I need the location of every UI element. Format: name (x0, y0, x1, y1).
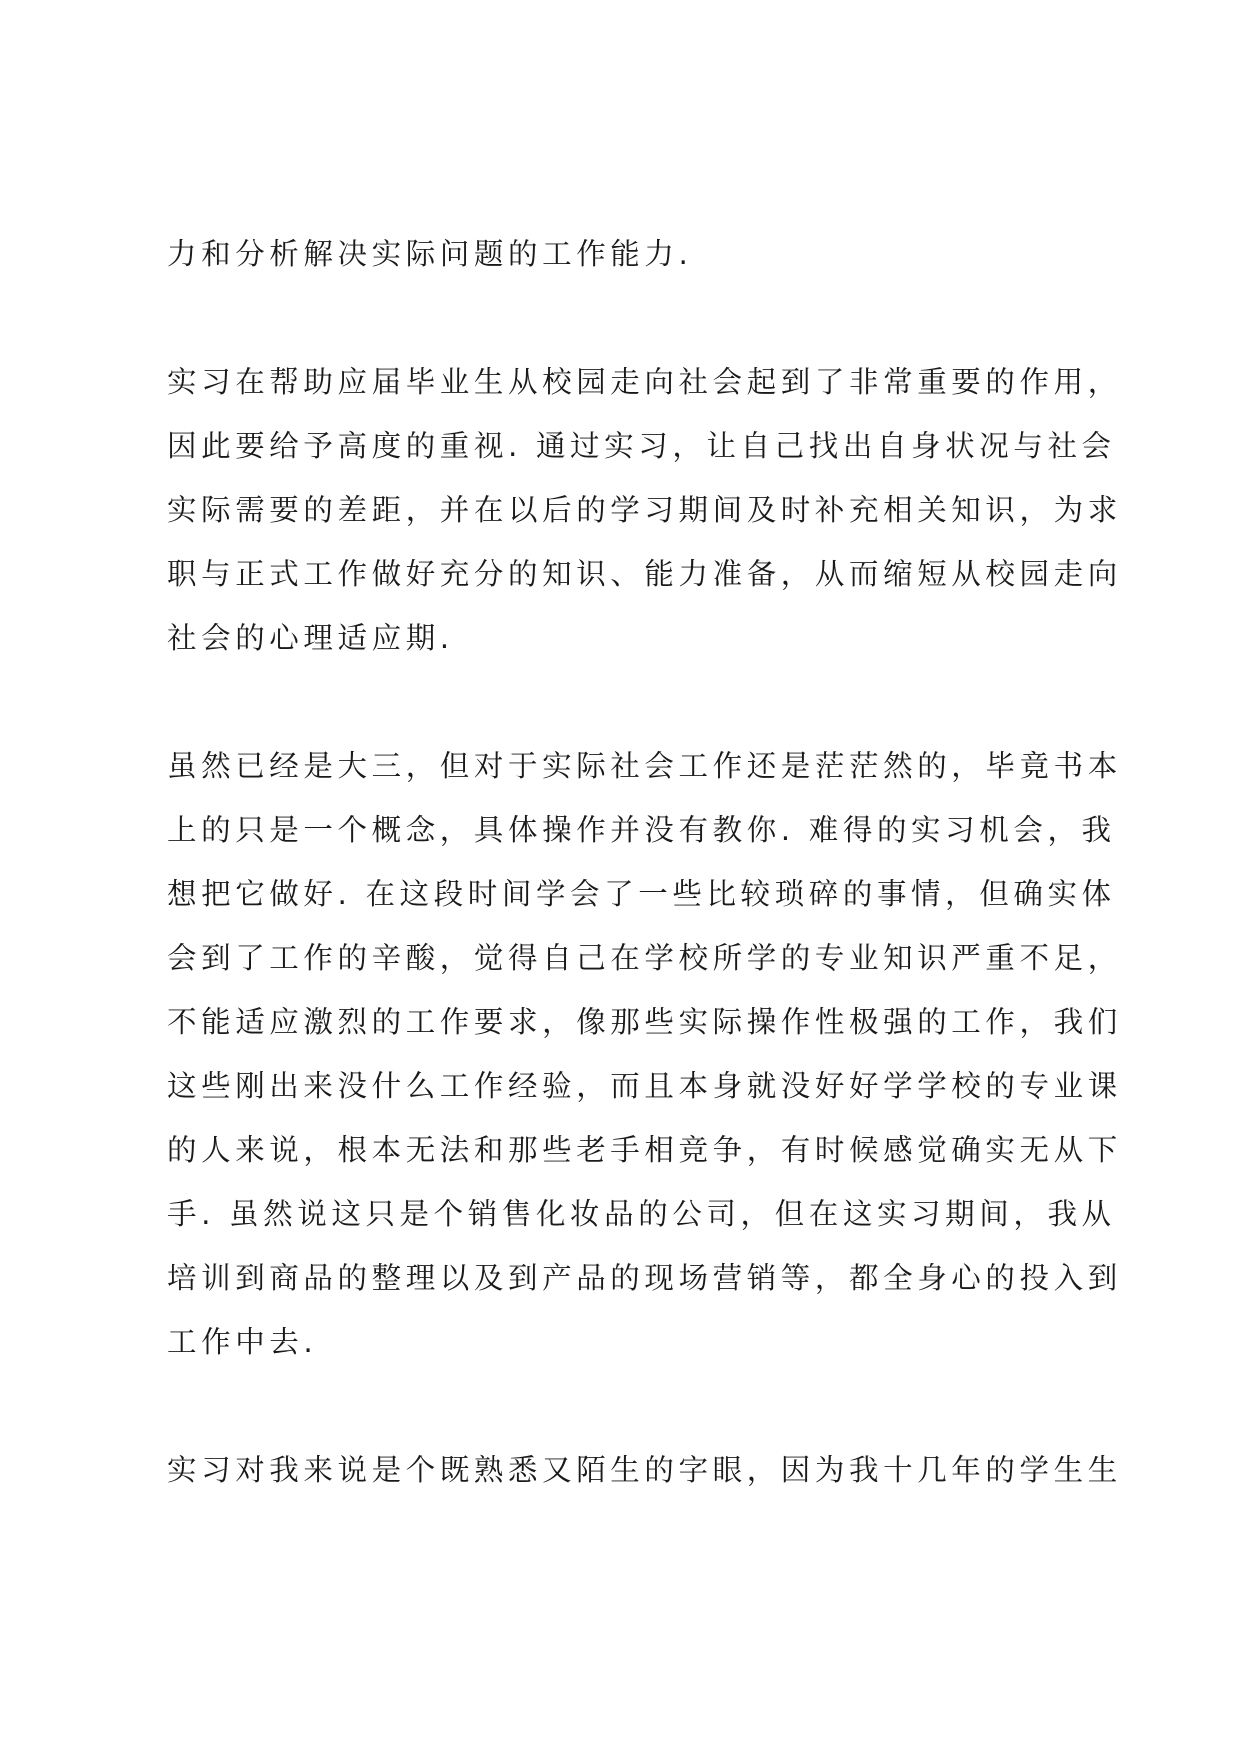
text-line: 虽然已经是大三，但对于实际社会工作还是茫茫然的，毕竟书本 (167, 749, 1122, 783)
text-line: 实习对我来说是个既熟悉又陌生的字眼，因为我十几年的学生生 (167, 1453, 1122, 1487)
text-line: 培训到商品的整理以及到产品的现场营销等，都全身心的投入到 (167, 1261, 1122, 1295)
text-line: 这些刚出来没什么工作经验，而且本身就没好好学学校的专业课 (167, 1069, 1122, 1103)
paragraph-spacer (167, 1374, 1095, 1438)
paragraph-2 (167, 350, 1122, 670)
text-line: 的人来说，根本无法和那些老手相竞争，有时候感觉确实无从下 (167, 1133, 1122, 1167)
text-line: 社会的心理适应期. (167, 621, 454, 655)
text-line: 力和分析解决实际问题的工作能力. (167, 237, 693, 271)
text-line: 想把它做好. 在这段时间学会了一些比较琐碎的事情，但确实体 (167, 877, 1116, 911)
paragraph-spacer (167, 286, 1095, 350)
text-line: 因此要给予高度的重视. 通过实习，让自己找出自身状况与社会 (167, 429, 1116, 463)
text-line: 职与正式工作做好充分的知识、能力准备，从而缩短从校园走向 (167, 557, 1122, 591)
text-line: 实际需要的差距，并在以后的学习期间及时补充相关知识，为求 (167, 493, 1122, 527)
text-column (167, 222, 1122, 1502)
text-line: 实习在帮助应届毕业生从校园走向社会起到了非常重要的作用， (167, 365, 1122, 399)
text-line: 手. 虽然说这只是个销售化妆品的公司，但在这实习期间，我从 (167, 1197, 1116, 1231)
paragraph-1 (167, 222, 1095, 286)
paragraph-spacer (167, 670, 1095, 734)
text-line: 会到了工作的辛酸，觉得自己在学校所学的专业知识严重不足， (167, 941, 1122, 975)
text-line: 工作中去. (167, 1325, 318, 1359)
text-line: 不能适应激烈的工作要求，像那些实际操作性极强的工作，我们 (167, 1005, 1122, 1039)
paragraph-4 (167, 1438, 1122, 1502)
paragraph-3 (167, 734, 1122, 1374)
text-line: 上的只是一个概念，具体操作并没有教你. 难得的实习机会，我 (167, 813, 1116, 847)
